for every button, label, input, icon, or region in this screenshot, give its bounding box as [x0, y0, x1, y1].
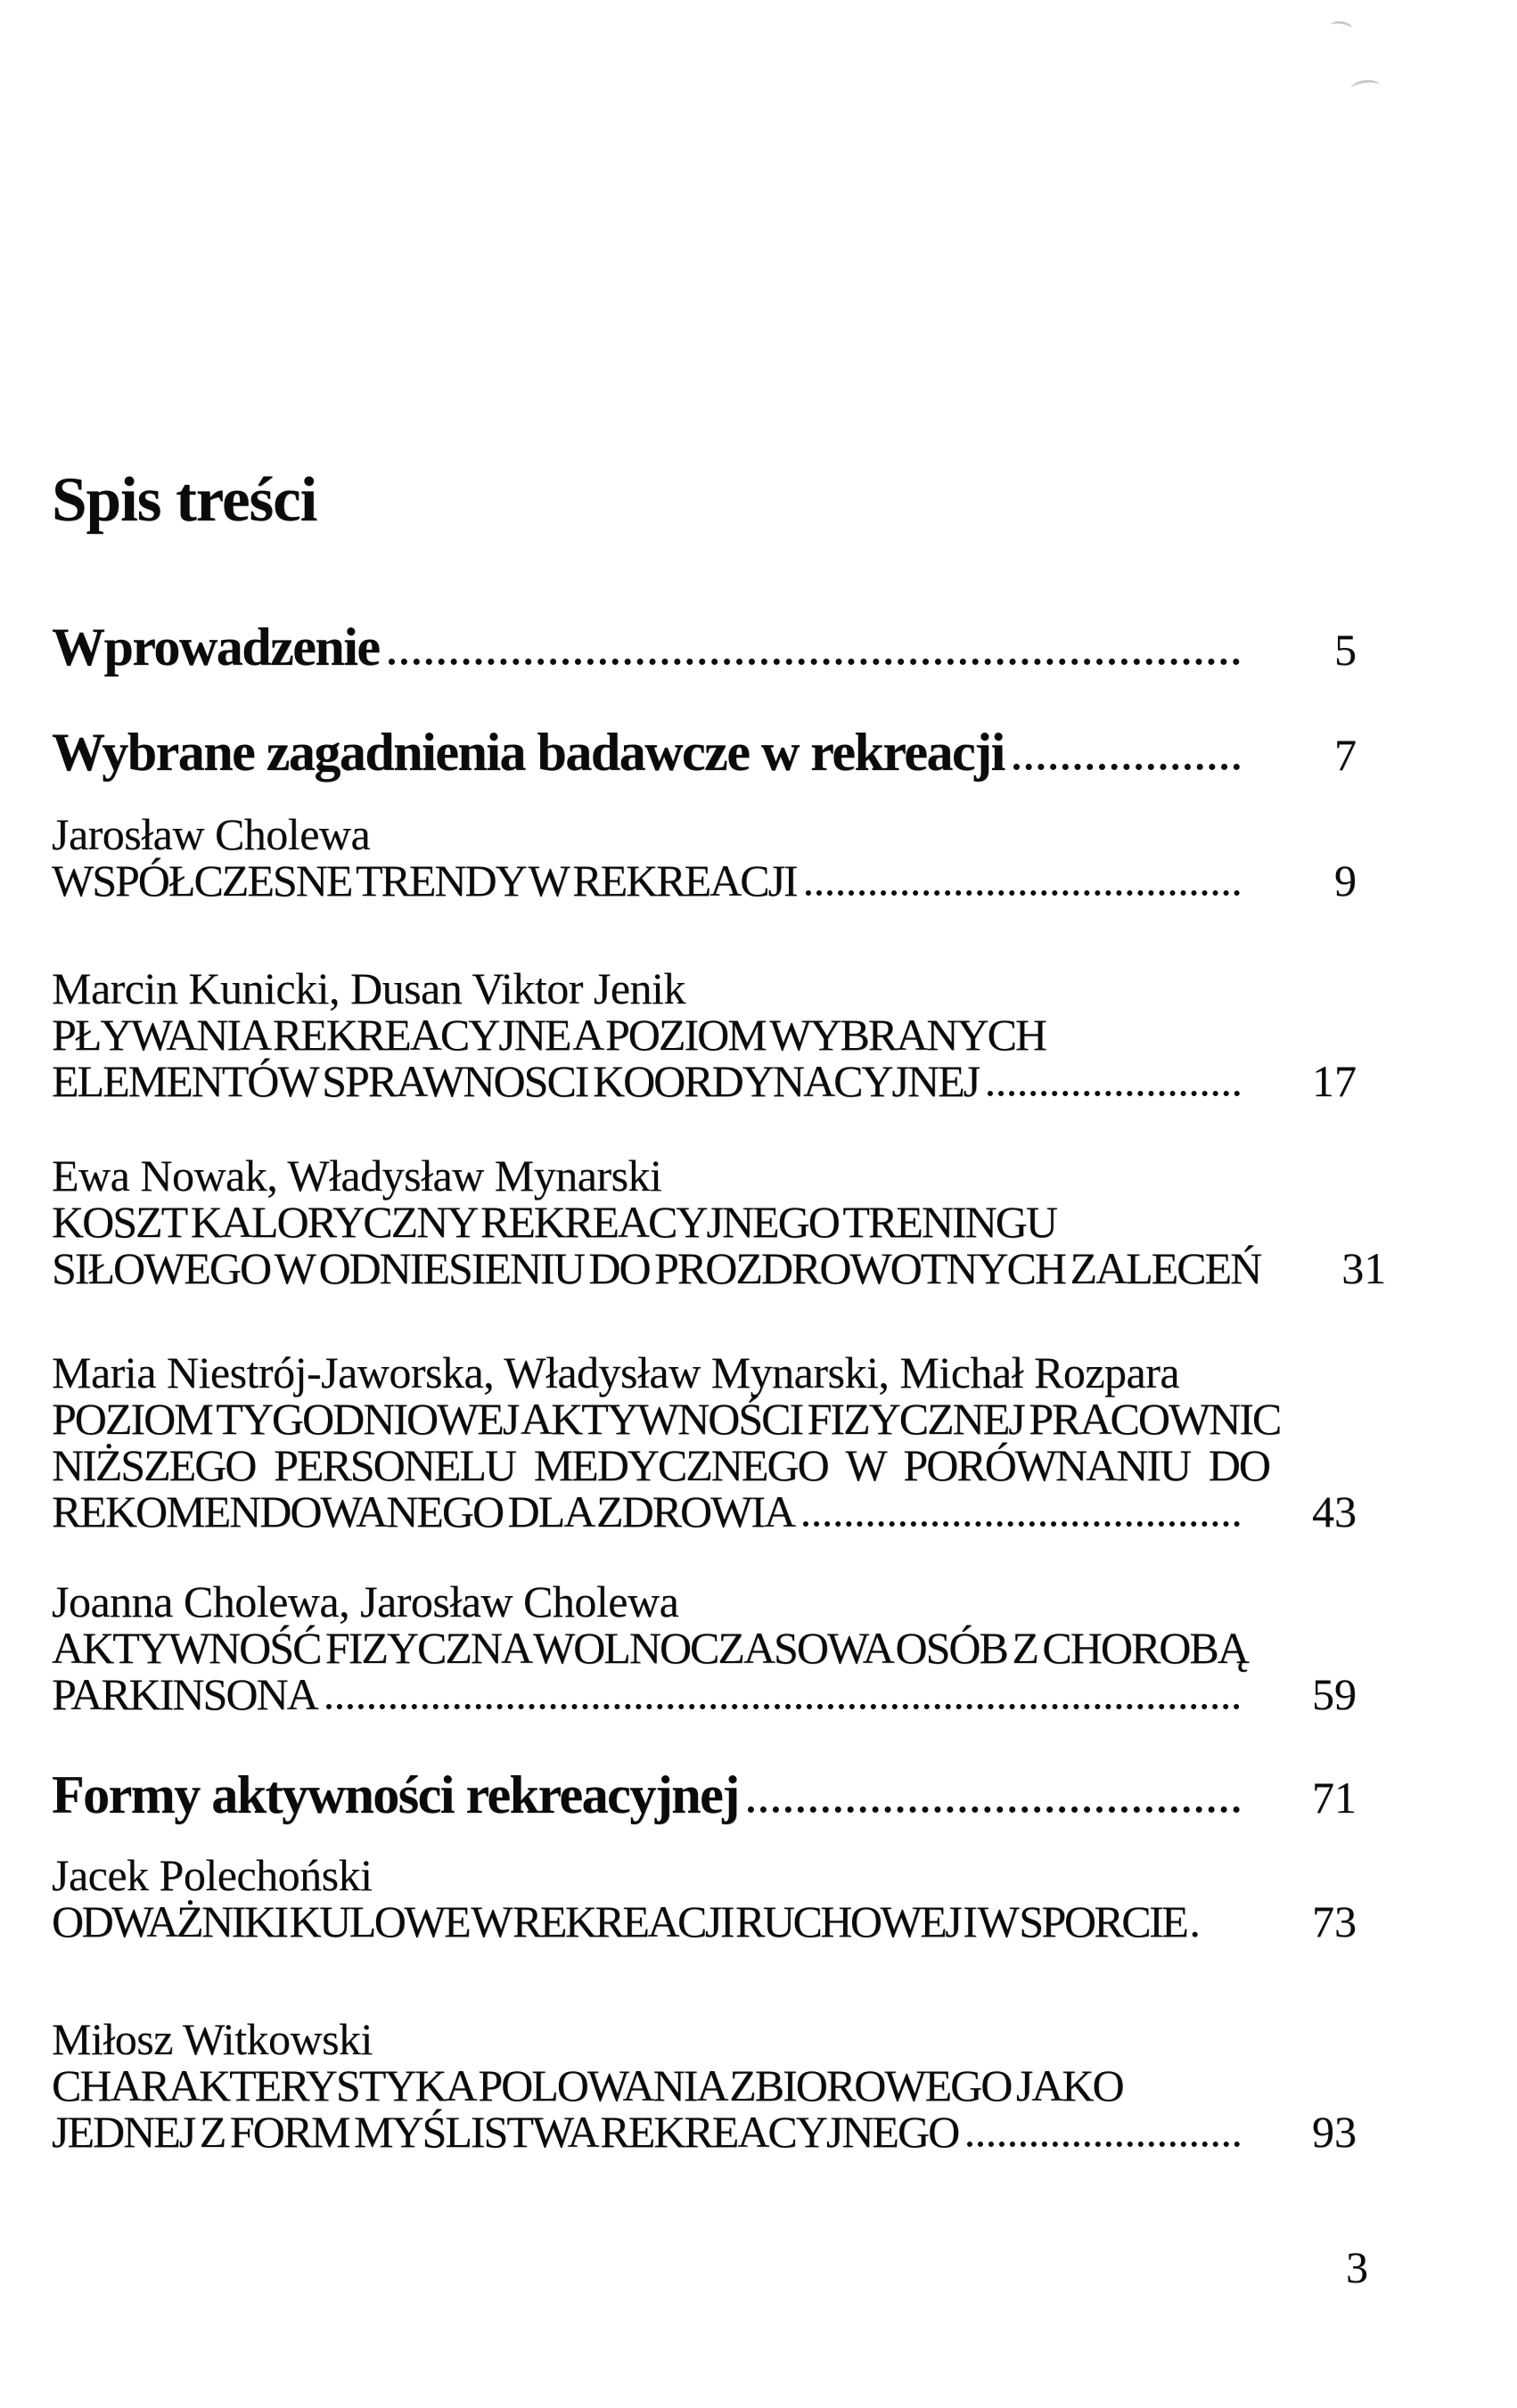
dot-leader — [967, 2142, 1240, 2147]
toc-page-number: 93 — [1312, 2107, 1357, 2157]
toc-page-number: 17 — [1312, 1056, 1357, 1106]
toc-page-number: 59 — [1312, 1669, 1357, 1719]
toc-entry-authors: Jacek Polechoński — [52, 1850, 373, 1900]
scan-artifact-speck — [1350, 78, 1381, 95]
toc-entry-title-line: CHARAKTERYSTYKA POLOWANIA ZBIOROWEGO JAKO — [52, 2060, 1123, 2110]
page-title: Spis treści — [52, 465, 317, 535]
toc-entry-authors: Miłosz Witkowski — [52, 2014, 373, 2064]
toc-entry — [52, 723, 1357, 782]
toc-entry-title: ODWAŻNIKI KULOWE W REKREACJI RUCHOWEJ I W SPORCIE . — [52, 1896, 1199, 1946]
toc-page-number: 43 — [1312, 1487, 1357, 1536]
toc-entry-title-line: PŁYWANIA REKREACYJNE A POZIOM WYBRANYCH — [52, 1010, 1046, 1060]
toc-entry-title: Formy aktywności rekreacyjnej — [52, 1765, 739, 1824]
toc-entry-title-line: KOSZT KALORYCZNY REKREACYJNEGO TRENINGU — [52, 1197, 1056, 1247]
toc-entry — [52, 811, 1357, 904]
dot-leader — [806, 890, 1240, 896]
toc-entry-authors: Maria Niestrój-Jaworska, Władysław Mynarski, Michał Rozpara — [52, 1347, 1180, 1397]
toc-entry — [52, 1349, 1357, 1535]
toc-entry — [52, 1852, 1357, 1945]
toc-entry-title-line: POZIOM TYGODNIOWEJ AKTYWNOŚCI FIZYCZNEJ PRACOWNIC — [52, 1394, 1281, 1444]
scan-artifact-speck — [1330, 20, 1353, 34]
toc-entry-title: Wybrane zagadnienia badawcze w rekreacji — [52, 723, 1004, 782]
toc-entry-title-line: NIŻSZEGO PERSONELU MEDYCZNEGO W PORÓWNANIU DO — [52, 1440, 1269, 1490]
toc-page-number: 7 — [1334, 730, 1357, 780]
toc-entry-title: WSPÓŁCZESNE TRENDY W REKREACJI — [52, 856, 797, 905]
toc-page-number: 31 — [1341, 1243, 1387, 1293]
toc-entry-title: ELEMENTÓW SPRAWNOSCI KOORDYNACYJNEJ — [52, 1056, 980, 1106]
toc-entry-title: REKOMENDOWANEGO DLA ZDROWIA — [52, 1487, 795, 1536]
toc-entry-title: PARKINSONA — [52, 1669, 317, 1719]
dot-leader — [988, 1091, 1240, 1096]
dot-leader — [1013, 764, 1240, 770]
toc-entry — [52, 1151, 1387, 1293]
page-footer-number: 3 — [1346, 2242, 1368, 2292]
toc-entry-authors: Jarosław Cholewa — [52, 809, 371, 859]
toc-entry-authors: Ewa Nowak, Władysław Mynarski — [52, 1151, 662, 1200]
toc-entry — [52, 1765, 1357, 1824]
dot-leader — [326, 1704, 1240, 1709]
toc-page-number: 5 — [1334, 625, 1357, 675]
toc-page-number: 73 — [1312, 1896, 1357, 1946]
toc-page-number: 9 — [1334, 856, 1357, 905]
toc-entry-authors: Marcin Kunicki, Dusan Viktor Jenik — [52, 963, 685, 1013]
toc-entry-title-line: AKTYWNOŚĆ FIZYCZNA WOLNOCZASOWA OSÓB Z CHOROBĄ — [52, 1623, 1248, 1673]
dot-leader — [389, 659, 1240, 665]
toc-entry-authors: Joanna Cholewa, Jarosław Cholewa — [52, 1577, 679, 1626]
toc-entry — [52, 1578, 1357, 1717]
toc-entry — [52, 2016, 1357, 2155]
toc-entry-title: Wprowadzenie — [52, 618, 380, 676]
toc-entry — [52, 618, 1357, 676]
dot-leader — [748, 1806, 1240, 1813]
toc-entry-title: JEDNEJ Z FORM MYŚLISTWA REKREACYJNEGO — [52, 2107, 959, 2157]
toc-entry — [52, 965, 1357, 1104]
toc-page-number: 71 — [1312, 1773, 1357, 1822]
dot-leader — [803, 1521, 1240, 1527]
toc-entry-title: SIŁOWEGO W ODNIESIENIU DO PROZDROWOTNYCH ZALECEŃ — [52, 1243, 1261, 1293]
